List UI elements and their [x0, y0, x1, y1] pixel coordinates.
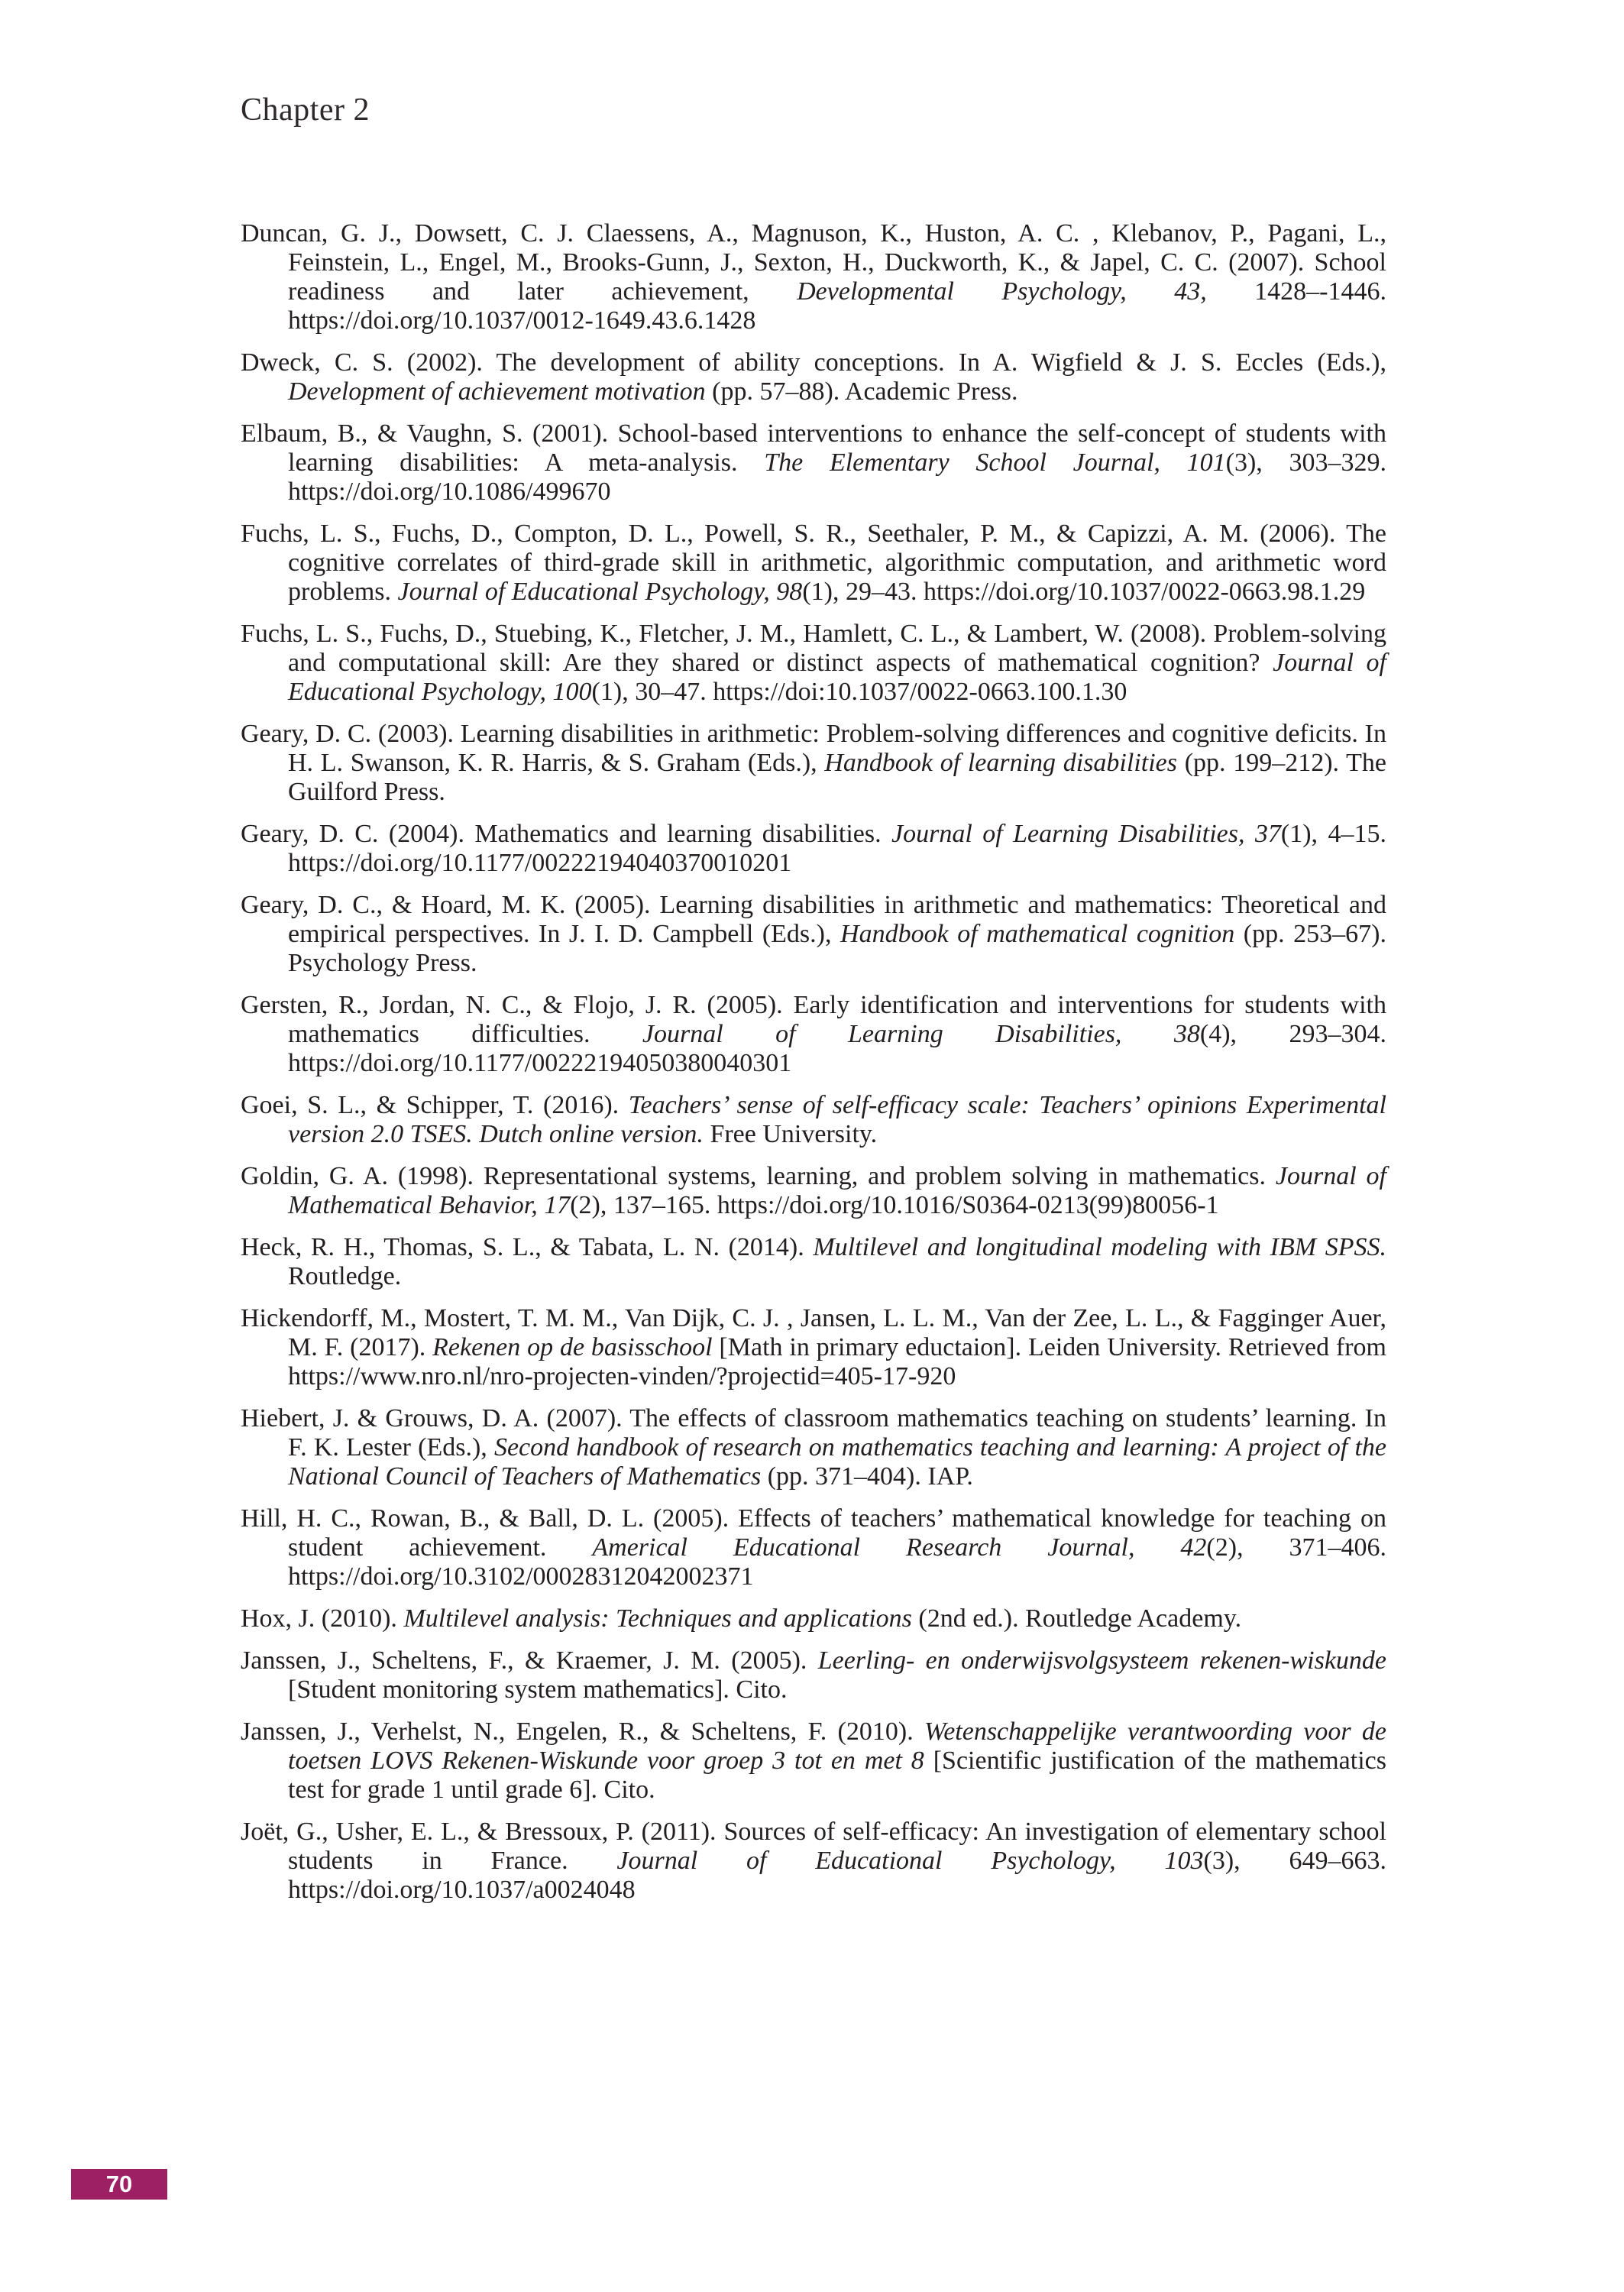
reference-entry — [241, 219, 1386, 335]
reference-entry — [241, 1818, 1386, 1905]
reference-text: Hox, J. (2010). — [241, 1604, 404, 1633]
reference-italic-title: Multilevel and longitudinal modeling with IBM SPSS. — [813, 1233, 1386, 1261]
reference-entry — [241, 620, 1386, 707]
page-number: 70 — [105, 2171, 133, 2197]
reference-text: Janssen, J., Scheltens, F., & Kraemer, J. M. (2005). — [241, 1646, 818, 1675]
reference-entry — [241, 1504, 1386, 1591]
reference-italic-title: Journal of Learning Disabilities, 38 — [642, 1020, 1200, 1048]
reference-text: [Scientific justification of the mathematics test for grade 1 until grade 6]. Cito. — [288, 1747, 1386, 1804]
reference-text: Geary, D. C. (2004). Mathematics and learning disabilities. — [241, 820, 892, 848]
reference-italic-title: Teachers’ sense of self-efficacy scale: Teachers’ opinions Experimental version 2.0 TSES. Dutch online version. — [288, 1091, 1386, 1148]
reference-italic-title: Journal of Educational Psychology, 103 — [616, 1847, 1204, 1875]
reference-text: (2nd ed.). Routledge Academy. — [911, 1604, 1242, 1633]
reference-text: Geary, D. C. (2003). Learning disabilities in arithmetic: Problem-solving differences and cognitive deficits. In H. L. Swanson, K. R. Harris, & S. Graham (Eds.), — [241, 720, 1386, 777]
reference-text: Dweck, C. S. (2002). The development of ability conceptions. In A. Wigfield & J. S. Eccles (Eds.), — [241, 348, 1386, 377]
reference-entry — [241, 520, 1386, 607]
reference-entry — [241, 720, 1386, 807]
reference-italic-title: Second handbook of research on mathematics teaching and learning: A project of the National Council of Teachers of Mathematics — [288, 1433, 1386, 1491]
reference-text: (pp. 371–404). IAP. — [761, 1462, 973, 1491]
reference-text: (4), 293–304. https://doi.org/10.1177/00222194050380040301 — [288, 1020, 1386, 1077]
reference-entry — [241, 1304, 1386, 1391]
reference-text: Routledge. — [288, 1262, 402, 1290]
reference-italic-title: Journal of Learning Disabilities, 37 — [891, 820, 1281, 848]
reference-entry — [241, 1233, 1386, 1291]
reference-text: Elbaum, B., & Vaughn, S. (2001). School-based interventions to enhance the self-concept of students with learning disabilities: A meta-analysis. — [241, 419, 1386, 477]
reference-text: (pp. 57–88). Academic Press. — [705, 377, 1018, 406]
reference-text: 1428–-1446. https://doi.org/10.1037/0012-1649.43.6.1428 — [288, 277, 1386, 335]
reference-text: (pp. 199–212). The Guilford Press. — [288, 749, 1386, 806]
reference-entry — [241, 1162, 1386, 1220]
reference-italic-title: Americal Educational Research Journal, 42 — [592, 1533, 1207, 1562]
reference-italic-title: Wetenschappelijke verantwoording voor de toetsen LOVS Rekenen-Wiskunde voor groep 3 tot en met 8 — [288, 1717, 1386, 1775]
reference-entry — [241, 419, 1386, 507]
reference-entry — [241, 991, 1386, 1078]
reference-italic-title: Journal of Mathematical Behavior, 17 — [288, 1162, 1386, 1219]
reference-italic-title: Rekenen op de basisschool — [432, 1333, 713, 1361]
reference-text: Hickendorff, M., Mostert, T. M. M., Van Dijk, C. J. , Jansen, L. L. M., Van der Zee, L. L., & Fagginger Auer, M. F. (2017). — [241, 1304, 1386, 1361]
reference-entry — [241, 820, 1386, 878]
reference-text: [Math in primary eductaion]. Leiden University. Retrieved from https://www.nro.nl/nro-projecten-vinden/?projectid=405-17-920 — [288, 1333, 1387, 1390]
reference-text: (pp. 253–67). Psychology Press. — [288, 920, 1386, 977]
reference-entry — [241, 1604, 1386, 1633]
reference-entry — [241, 1646, 1386, 1704]
reference-entry — [241, 891, 1386, 978]
reference-italic-title: Leerling- en onderwijsvolgsysteem rekenen-wiskunde — [817, 1646, 1386, 1675]
reference-text: [Student monitoring system mathematics]. Cito. — [288, 1675, 788, 1704]
reference-italic-title: Multilevel analysis: Techniques and applications — [403, 1604, 912, 1633]
reference-text: (3), 649–663. https://doi.org/10.1037/a0024048 — [288, 1847, 1386, 1904]
reference-list — [241, 219, 1386, 1918]
reference-text: Heck, R. H., Thomas, S. L., & Tabata, L. N. (2014). — [241, 1233, 814, 1261]
reference-italic-title: Handbook of mathematical cognition — [840, 920, 1235, 948]
reference-text: Joët, G., Usher, E. L., & Bressoux, P. (2011). Sources of self-efficacy: An investigation of elementary school students in France. — [241, 1818, 1386, 1875]
reference-italic-title: Journal of Educational Psychology, 98 — [397, 578, 803, 606]
reference-text: Free University. — [703, 1120, 878, 1148]
reference-text: Duncan, G. J., Dowsett, C. J. Claessens, A., Magnuson, K., Huston, A. C. , Klebanov, P., Pagani, L., Feinstein, L., Engel, M., Brooks-Gunn, J., Sexton, H., Duckworth, K., & Japel, C. C. (2007). School readiness and later achievement, — [241, 219, 1386, 306]
reference-text: (1), 30–47. https://doi:10.1037/0022-0663.100.1.30 — [591, 678, 1127, 706]
reference-italic-title: Handbook of learning disabilities — [824, 749, 1177, 777]
reference-text: Hill, H. C., Rowan, B., & Ball, D. L. (2005). Effects of teachers’ mathematical knowledge for teaching on student achievement. — [241, 1504, 1386, 1562]
reference-italic-title: Developmental Psychology, 43, — [797, 277, 1207, 306]
reference-text: (2), 371–406. https://doi.org/10.3102/00028312042002371 — [288, 1533, 1386, 1591]
page-number-badge — [71, 2169, 167, 2200]
reference-entry — [241, 1717, 1386, 1805]
reference-text: Geary, D. C., & Hoard, M. K. (2005). Learning disabilities in arithmetic and mathematics: Theoretical and empirical perspectives. In J. I. D. Campbell (Eds.), — [241, 891, 1386, 948]
reference-text: (1), 4–15. https://doi.org/10.1177/00222194040370010201 — [288, 820, 1386, 877]
reference-italic-title: Journal of Educational Psychology, 100 — [288, 649, 1387, 706]
reference-text: Goldin, G. A. (1998). Representational systems, learning, and problem solving in mathematics. — [241, 1162, 1276, 1190]
reference-italic-title: Development of achievement motivation — [288, 377, 706, 406]
reference-text: Fuchs, L. S., Fuchs, D., Compton, D. L., Powell, S. R., Seethaler, P. M., & Capizzi, A. M. (2006). The cognitive correlates of third-grade skill in arithmetic, algorithmic computation, and arithmetic word problems. — [241, 520, 1386, 606]
running-header: Chapter 2 — [241, 92, 370, 128]
reference-entry — [241, 348, 1386, 406]
reference-text: Fuchs, L. S., Fuchs, D., Stuebing, K., Fletcher, J. M., Hamlett, C. L., & Lambert, W. (2008). Problem-solving and computational skill: Are they shared or distinct aspects of mathematical cognition? — [241, 620, 1386, 677]
reference-text: (3), 303–329. https://doi.org/10.1086/499670 — [288, 448, 1386, 506]
reference-text: Hiebert, J. & Grouws, D. A. (2007). The effects of classroom mathematics teaching on students’ learning. In F. K. Lester (Eds.), — [241, 1404, 1386, 1462]
reference-italic-title: The Elementary School Journal, 101 — [764, 448, 1226, 477]
reference-entry — [241, 1091, 1386, 1149]
reference-entry — [241, 1404, 1386, 1491]
reference-text: Goei, S. L., & Schipper, T. (2016). — [241, 1091, 629, 1119]
reference-text: (1), 29–43. https://doi.org/10.1037/0022-0663.98.1.29 — [802, 578, 1366, 606]
reference-text: Gersten, R., Jordan, N. C., & Flojo, J. R. (2005). Early identification and interventions for students with mathematics difficulties. — [241, 991, 1386, 1048]
reference-text: (2), 137–165. https://doi.org/10.1016/S0364-0213(99)80056-1 — [570, 1191, 1219, 1219]
reference-text: Janssen, J., Verhelst, N., Engelen, R., & Scheltens, F. (2010). — [241, 1717, 924, 1746]
